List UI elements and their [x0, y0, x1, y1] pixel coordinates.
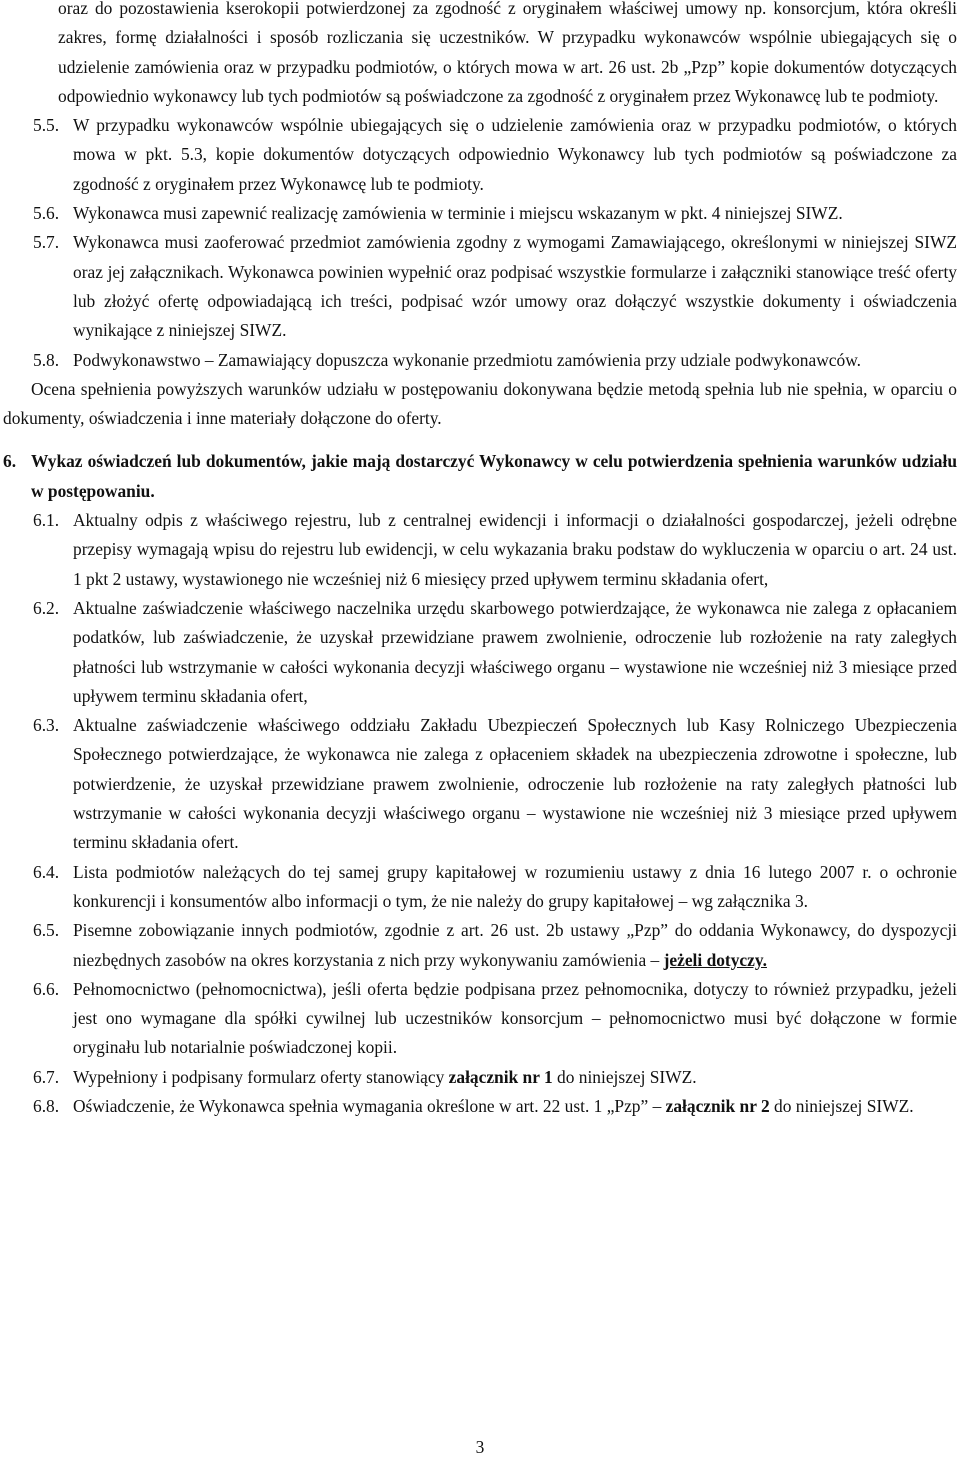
item-number: 5.7. — [33, 232, 60, 253]
lead-paragraph: oraz do pozostawienia kserokopii potwierdzonej za zgodność z oryginałem właściwej umowy np. konsorcjum, która określi zakres, formę działalności i sposób rozliczania się uczestników. W przypadku wykonawców wspólnie ubiegających się o udzielenie zamówienia oraz w przypadku podmiotów, o których mowa w art. 26 ust. 2b „Pzp” kopie dokumentów dotyczących odpowiednio wykonawcy lub tych podmiotów są poświadczone za zgodność z oryginałem przez Wykonawcę lub te podmioty. — [58, 0, 957, 106]
list-item-6-2 — [3, 594, 957, 711]
item-text-post: do niniejszej SIWZ. — [769, 1095, 914, 1116]
item-text: Pełnomocnictwo (pełnomocnictwa), jeśli oferta będzie podpisana przez pełnomocnika, dotyczy to również przypadku, jeżeli jest ono wymagane dla spółki cywilnej lub uczestników konsorcjum – pełnomocnictwo musi być dołączone w formie oryginału lub notarialnie poświadczonej kopii. — [73, 978, 957, 1058]
item-number: 6.7. — [33, 1066, 60, 1087]
assessment-paragraph: Ocena spełnienia powyższych warunków udziału w postępowaniu dokonywana będzie metodą spełnia lub nie spełnia, w oparciu o dokumenty, oświadczenia i inne materiały dołączone do oferty. — [3, 378, 957, 429]
item-number: 6.2. — [33, 597, 60, 618]
section-title: Wykaz oświadczeń lub dokumentów, jakie mają dostarczyć Wykonawcy w celu potwierdzenia spełnienia warunków udziału w postępowaniu. — [31, 451, 957, 501]
item-text: Pisemne zobowiązanie innych podmiotów, zgodnie z art. 26 ust. 2b ustawy „Pzp” do oddania Wykonawcy, do dyspozycji niezbędnych zasobów na okres korzystania z nich przy wykonywaniu zamówienia – — [73, 920, 957, 970]
item-text: Aktualny odpis z właściwego rejestru, lub z centralnej ewidencji i informacji o działalności gospodarczej, jeżeli odrębne przepisy wymagają wpisu do rejestru lub ewidencji, w celu wykazania braku podstaw do wykluczenia w oparciu o art. 24 ust. 1 pkt 2 ustawy, wystawionego nie wcześniej niż 6 miesięcy przed upływem terminu składania ofert, — [73, 510, 957, 589]
item-number: 6.4. — [33, 861, 60, 882]
item-text: Lista podmiotów należących do tej samej grupy kapitałowej w rozumieniu ustawy z dnia 16 lutego 2007 r. o ochronie konkurencji i konsumentów albo informacji o tym, że nie należy do grupy kapitałowej – wg załącznika 3. — [73, 861, 957, 911]
item-text: Wykonawca musi zapewnić realizację zamówienia w terminie i miejscu wskazanym w pkt. 4 niniejszej SIWZ. — [73, 203, 843, 224]
list-item-5-5 — [3, 111, 957, 199]
list-item-6-6 — [3, 975, 957, 1063]
section-number: 6. — [3, 451, 17, 472]
item-emphasis: jeżeli dotyczy. — [663, 949, 767, 970]
item-text: W przypadku wykonawców wspólnie ubiegających się o udzielenie zamówienia oraz w przypadku podmiotów, o których mowa w pkt. 5.3, kopie dokumentów dotyczących odpowiednio Wykonawcy lub tych podmiotów są poświadczone za zgodność z oryginałem przez Wykonawcę lub te podmioty. — [73, 115, 957, 194]
item-text-pre: Oświadczenie, że Wykonawca spełnia wymagania określone w art. 22 ust. 1 „Pzp” – — [73, 1095, 666, 1116]
item-number: 5.6. — [33, 203, 60, 224]
item-text-bold: załącznik nr 1 — [448, 1066, 553, 1087]
section-heading — [3, 447, 957, 506]
list-item-6-3 — [3, 711, 957, 857]
page-number: 3 — [475, 1437, 485, 1457]
list-item-6-7 — [3, 1063, 957, 1092]
list-item-5-6 — [3, 199, 957, 228]
list-item-5-7 — [3, 228, 957, 345]
list-item-6-5 — [3, 916, 957, 975]
list-item-6-4 — [3, 858, 957, 917]
item-text-post: do niniejszej SIWZ. — [552, 1066, 697, 1087]
list-item-5-8 — [3, 346, 957, 375]
item-text: Wykonawca musi zaoferować przedmiot zamówienia zgodny z wymogami Zamawiającego, określonymi w niniejszej SIWZ oraz jej załącznikach. Wykonawca powinien wypełnić oraz podpisać wszystkie formularze i załączniki stanowiące treść oferty lub złożyć ofertę odpowiadającą ich treści, podpisać wzór umowy oraz dołączyć wszystkie dokumenty i oświadczenia wynikające z niniejszej SIWZ. — [73, 232, 957, 341]
item-number: 5.8. — [33, 349, 60, 370]
list-item-6-1 — [3, 506, 957, 594]
item-number: 6.5. — [33, 920, 60, 941]
item-number: 6.6. — [33, 978, 60, 999]
item-text: Aktualne zaświadczenie właściwego naczelnika urzędu skarbowego potwierdzające, że wykonawca nie zalega z opłacaniem podatków, lub zaświadczenie, że uzyskał przewidziane prawem zwolnienie, odroczenie lub rozłożenie na raty zaległych płatności lub wstrzymanie w całości wykonania decyzji właściwego organu – wystawione nie wcześniej niż 3 miesiące przed upływem terminu składania ofert, — [73, 597, 957, 706]
item-text: Podwykonawstwo – Zamawiający dopuszcza wykonanie przedmiotu zamówienia przy udziale podwykonawców. — [73, 349, 861, 370]
item-number: 6.8. — [33, 1095, 60, 1116]
item-number: 6.3. — [33, 715, 60, 736]
item-number: 5.5. — [33, 115, 60, 136]
item-text-bold: załącznik nr 2 — [665, 1095, 770, 1116]
item-number: 6.1. — [33, 510, 60, 531]
list-item-6-8 — [3, 1092, 957, 1121]
item-text-pre: Wypełniony i podpisany formularz oferty stanowiący — [73, 1066, 449, 1087]
item-text: Aktualne zaświadczenie właściwego oddziału Zakładu Ubezpieczeń Społecznych lub Kasy Rolniczego Ubezpieczenia Społecznego potwierdzające, że wykonawca nie zalega z opłaceniem składek na ubezpieczenia zdrowotne i społeczne, lub potwierdzenie, że uzyskał przewidziane prawem zwolnienie, odroczenie lub rozłożenie na raty zaległych płatności lub wstrzymanie w całości wykonania decyzji właściwego organu – wystawione nie wcześniej niż 3 miesiące przed upływem terminu składania ofert. — [73, 715, 957, 853]
